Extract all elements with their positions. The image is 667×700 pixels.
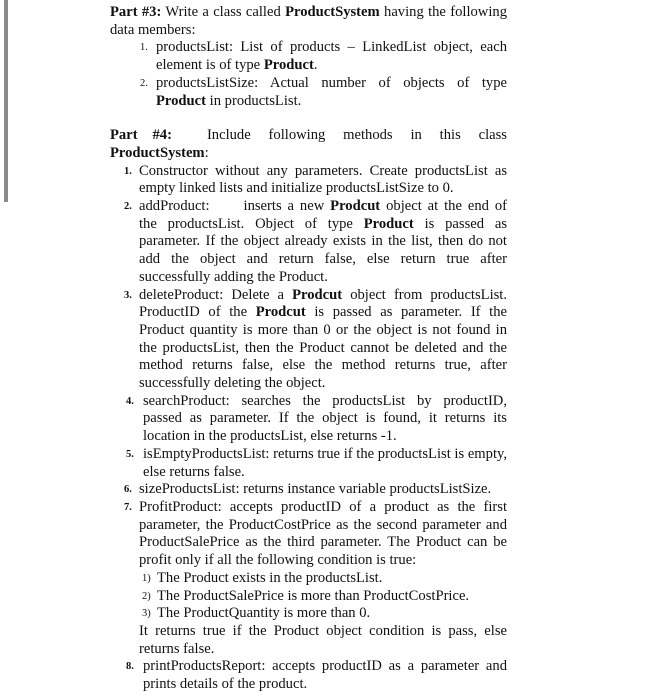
condition-item: 1) The Product exists in the productsList. (142, 569, 383, 586)
condition-item: 2) The ProductSalePrice is more than ProductCostPrice. (142, 587, 470, 604)
data-member-item: 2. productsListSize: Actual number of objects of type Product in productsList. (140, 74, 507, 109)
class-name: ProductSystem (110, 144, 205, 161)
condition-item: 3) The ProductQuantity is more than 0. (142, 605, 371, 622)
method-item: 4. searchProduct: searches the productsList by productID, passed as parameter. If the object is found, it returns its location in the productsList, else returns -1. (126, 392, 507, 445)
method-item: 8. printProductsReport: accepts productID as a parameter and prints details of the product. (126, 658, 507, 693)
class-name: ProductSystem (285, 4, 380, 20)
part-4-intro: Part #4: Include following methods in this class ProductSystem: (110, 127, 507, 161)
data-member-item: 1. productsList: List of products – LinkedList object, each element is of type Product. (140, 39, 507, 74)
method-item: 6. sizeProductsList: returns instance variable productsListSize. (124, 481, 492, 498)
part-4-section (110, 127, 507, 694)
part-3-intro: Part #3: Write a class called ProductSystem having the following data members: (110, 4, 507, 38)
document-body (110, 4, 507, 694)
method-item: 2. addProduct: inserts a new Prodcut object at the end of the productsList. Object of type Product is passed as parameter. If the object already exists in the list, then do not add the object and return false, else return true after successfully adding the Product. (124, 198, 507, 285)
method-item: 3. deleteProduct: Delete a Prodcut object from productsList. ProductID of the Prodcut is passed as parameter. If the Product quantity is more than 0 or the object is not found in the productsList, then the Product cannot be deleted and the method returns false, else the method returns true, after successfully deleting the object. (124, 286, 508, 392)
part-3-section (110, 4, 507, 110)
methods-list (110, 163, 507, 694)
method-closing-text: It returns true if the Product object condition is pass, else returns false. (139, 622, 507, 657)
data-members-list (110, 39, 507, 110)
part-4-label: Part #4: (110, 127, 172, 144)
scroll-edge-bar (4, 0, 8, 202)
method-item: 7. ProfitProduct: accepts productID of a product as the first parameter, the ProductCostPrice as the second parameter and ProductSalePrice as the third parameter. The Product can be profit only if all the following condition is true: 1) The Product exists in the productsList. 2) The ProductSalePrice is more than ProductCostPrice. 3) The ProductQuantity is more than 0. It returns true if the Product object condition is pass, else returns false. (124, 498, 507, 657)
method-item: 1. Constructor without any parameters. Create productsList as empty linked lists and initialize productsListSize to 0. (124, 162, 507, 197)
method-item: 5. isEmptyProductsList: returns true if the productsList is empty, else returns false. (126, 445, 507, 480)
part-3-label: Part #3: (110, 4, 162, 20)
